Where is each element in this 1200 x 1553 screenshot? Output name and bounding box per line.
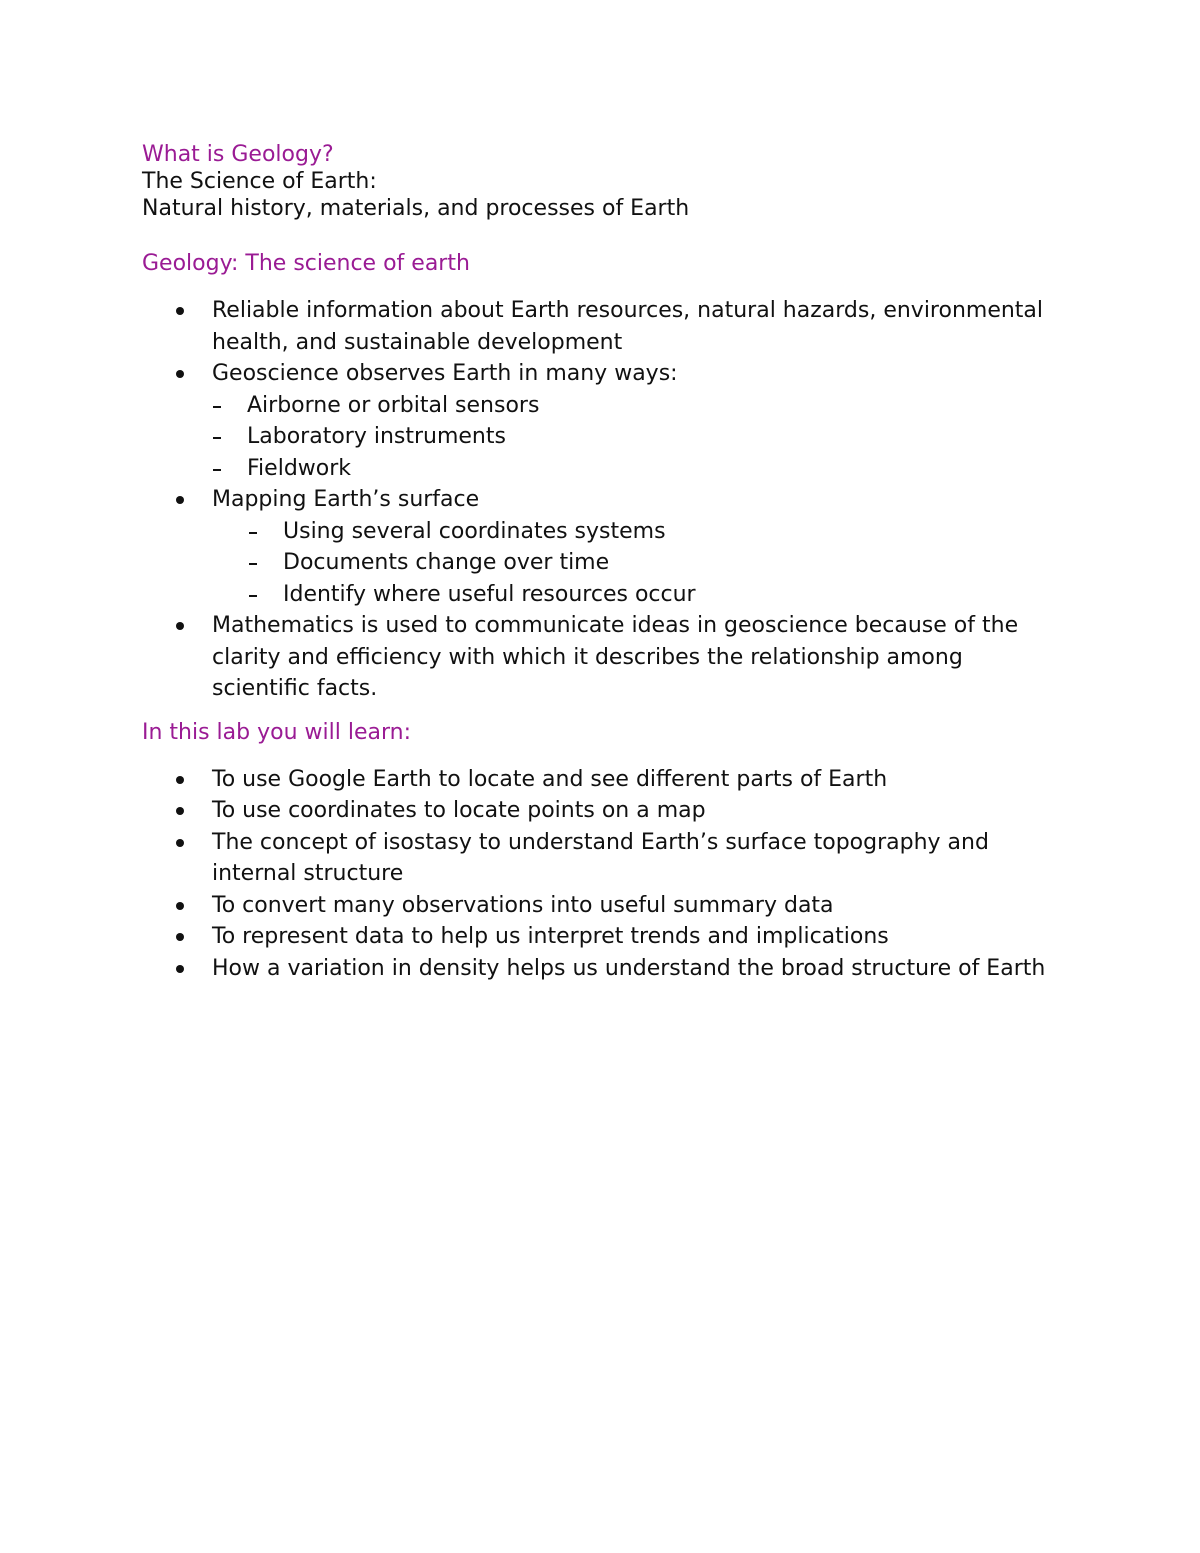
sub-list-item-text: Identify where useful resources occur — [283, 581, 696, 607]
list-item-text: Geoscience observes Earth in many ways: — [212, 361, 678, 386]
bullet-icon — [176, 933, 184, 941]
bullet-icon — [176, 307, 184, 315]
dash-icon — [249, 595, 257, 597]
bullet-icon — [176, 776, 184, 784]
bullet-icon — [176, 370, 184, 378]
sub-list-item — [142, 453, 1062, 485]
sub-list-item — [142, 579, 1062, 611]
list-item — [142, 890, 1062, 922]
bullet-icon — [176, 807, 184, 815]
bullet-icon — [176, 965, 184, 973]
section-heading-geology: Geology: The science of earth — [142, 251, 470, 276]
sub-list-item — [142, 516, 1062, 548]
list-item — [142, 921, 1062, 953]
list-item — [142, 295, 1062, 358]
dash-icon — [213, 437, 221, 439]
sub-list-item — [142, 390, 1062, 422]
list-item — [142, 827, 1062, 890]
list-item-text: Mathematics is used to communicate ideas in geoscience because of the clarity and efficiency with which it describes the relationship among scientific facts. — [212, 613, 1019, 701]
dash-icon — [249, 532, 257, 534]
sub-list-item-text: Documents change over time — [283, 550, 610, 575]
sub-list — [142, 516, 1062, 611]
dash-icon — [249, 563, 257, 565]
list-item-text: To convert many observations into useful summary data — [212, 892, 834, 918]
geology-bullet-list — [142, 295, 1062, 705]
intro-line-2: Natural history, materials, and processes of Earth — [142, 196, 690, 221]
lab-bullet-list — [142, 764, 1062, 985]
sub-list-item-text: Airborne or orbital sensors — [247, 392, 540, 418]
bullet-icon — [176, 496, 184, 504]
sub-list — [142, 390, 1062, 485]
list-item-text: How a variation in density helps us understand the broad structure of Earth — [212, 955, 1046, 981]
list-item-text: Reliable information about Earth resources, natural hazards, environmental health, and sustainable development — [212, 298, 1044, 355]
list-item-text: To represent data to help us interpret trends and implications — [212, 924, 889, 949]
list-item-text: The concept of isostasy to understand Earth’s surface topography and internal structure — [212, 829, 989, 886]
list-item-text: Mapping Earth’s surface — [212, 487, 480, 512]
sub-list-item — [142, 421, 1062, 453]
list-item — [142, 484, 1062, 610]
sub-list-item-text: Fieldwork — [247, 455, 352, 481]
bullet-icon — [176, 622, 184, 630]
list-item-text: To use coordinates to locate points on a map — [212, 798, 706, 823]
list-item — [142, 358, 1062, 484]
sub-list-item — [142, 547, 1062, 579]
sub-list-item-text: Laboratory instruments — [247, 424, 506, 449]
list-item — [142, 764, 1062, 796]
document-page — [142, 141, 1062, 984]
page-title: What is Geology? — [142, 142, 334, 167]
section-heading-lab: In this lab you will learn: — [142, 719, 411, 745]
sub-list-item-text: Using several coordinates systems — [283, 518, 666, 544]
bullet-icon — [176, 902, 184, 910]
dash-icon — [213, 469, 221, 471]
intro-line-1: The Science of Earth: — [142, 169, 377, 194]
list-item — [142, 953, 1062, 985]
list-item — [142, 610, 1062, 705]
list-item-text: To use Google Earth to locate and see different parts of Earth — [212, 766, 888, 792]
dash-icon — [213, 406, 221, 408]
list-item — [142, 795, 1062, 827]
bullet-icon — [176, 839, 184, 847]
